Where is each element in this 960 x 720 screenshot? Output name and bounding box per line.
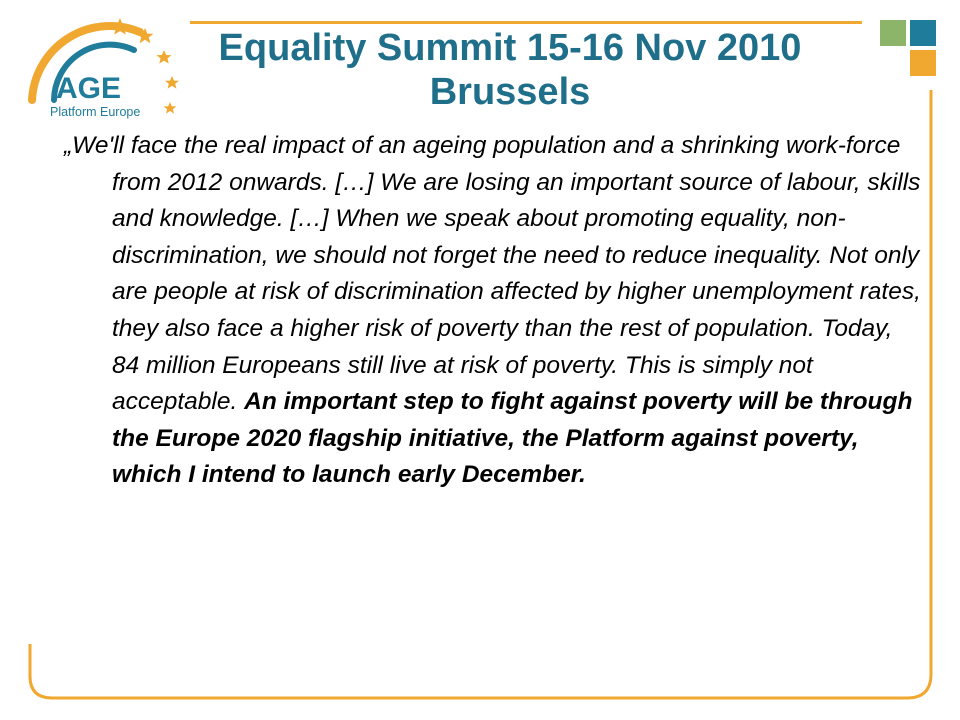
orange-square [910, 50, 936, 76]
quote-text [64, 128, 922, 494]
quote-normal: „We'll face the real impact of an ageing population and a shrinking work-force from 2012 onwards. […] We are losing an important source of labour, skills and knowledge. […] When we speak about promoting equality, non-discrimination, we should not forget the need to reduce inequality. Not only are people at risk of discrimination affected by higher unemployment rates, they also face a higher risk of poverty than the rest of population. Today, 84 million Europeans still live at risk of poverty. This is simply not acceptable. [64, 132, 921, 416]
slide-title: Equality Summit 15-16 Nov 2010 Brussels [218, 27, 802, 113]
decorative-squares [880, 20, 936, 78]
quote-bold: An important step to fight against poverty will be through the Europe 2020 flagship initiative, the Platform against poverty, which I intend to launch early December. [112, 388, 913, 489]
logo-subtitle: Platform Europe [50, 105, 141, 119]
logo-wordmark: AGE [56, 72, 122, 105]
top-divider [190, 21, 862, 24]
blue-square [910, 20, 936, 46]
green-square [880, 20, 906, 46]
